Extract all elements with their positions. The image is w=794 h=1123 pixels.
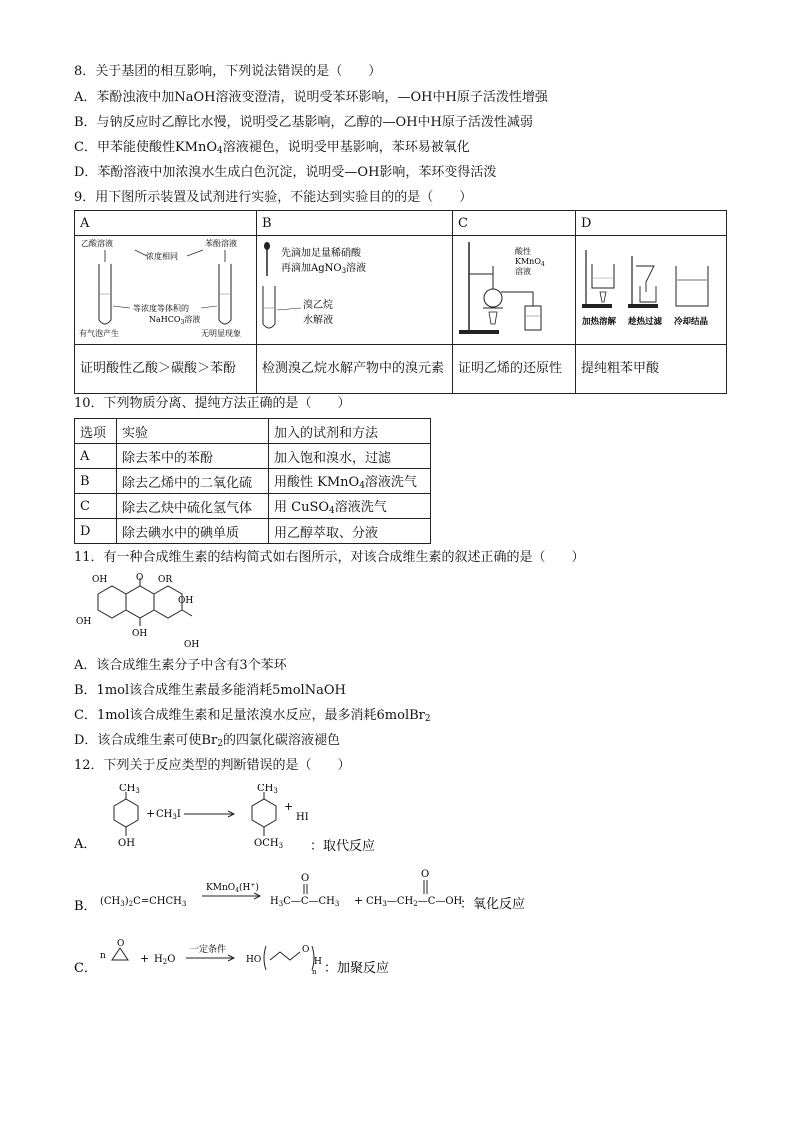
q10-stem: 10．下列物质分离、提纯方法正确的是（ ）: [74, 396, 351, 411]
q8-option-d: D．苯酚溶液中加浓溴水生成白色沉淀，说明受—OH影响，苯环变得活泼: [74, 165, 497, 180]
q10-row-a-option: A: [75, 444, 117, 469]
q10-header-row: [75, 419, 431, 444]
q10-header-option: 选项: [75, 419, 117, 444]
q12-c-n-sub: n: [312, 968, 317, 976]
q12-c-condition: 一定条件: [190, 945, 227, 955]
q9-description-row: [75, 345, 727, 394]
figa-right-observation: 无明显现象: [201, 329, 241, 338]
q10-header-experiment: 实验: [117, 419, 269, 444]
q9-figure-a: [75, 236, 257, 345]
figc-label2: KMnO$_4$: [515, 257, 545, 268]
q12-b-product2: $CH_3—CH_2—C—OH$: [366, 896, 463, 908]
q12-b-type: ：氧化反应: [460, 897, 526, 912]
figb-label2: 水解液: [303, 315, 333, 326]
figa-phenol-label: 苯酚溶液: [205, 239, 237, 248]
q10-table: [74, 418, 431, 544]
q10-row-a-method: 加入饱和溴水，过滤: [269, 444, 431, 469]
q11-or-label: OR: [158, 575, 173, 585]
q8-stem: 8．关于基团的相互影响，下列说法错误的是（ ）: [74, 64, 382, 79]
q12-a-plus1: +: [146, 807, 156, 820]
q8-option-c: C．甲苯能使酸性KMnO$_4$溶液褪色，说明受甲基影响，苯环易被氧化: [74, 140, 470, 156]
q11-oh-ring: OH: [178, 596, 194, 606]
figa-left-observation: 有气泡产生: [79, 329, 119, 338]
table-row: [75, 519, 431, 544]
q9-header-b: B: [257, 211, 453, 236]
q12-c-epoxide-o: O: [117, 939, 125, 949]
q10-row-d-option: D: [75, 519, 117, 544]
q12-b-o1: O: [301, 873, 310, 884]
table-row: [75, 469, 431, 494]
q10-header-method: 加入的试剂和方法: [269, 419, 431, 444]
q9-stem: 9．用下图所示装置及试剂进行实验，不能达到实验目的的是（ ）: [74, 190, 473, 205]
q10-row-d-experiment: 除去碘水中的碘单质: [117, 519, 269, 544]
q12-a-plus2: +: [284, 800, 294, 813]
q10-row-c-option: C: [75, 494, 117, 519]
q10-row-a-experiment: 除去苯中的苯酚: [117, 444, 269, 469]
figd-step1: 加热溶解: [582, 317, 617, 327]
q12-b-condition: KMnO$_4$(H+): [206, 882, 259, 894]
q11-structure: [74, 572, 214, 654]
q11-option-a: A．该合成维生素分子中含有3个苯环: [74, 658, 287, 673]
q11-option-d: D．该合成维生素可使$Br_2$的四氯化碳溶液褪色: [74, 733, 340, 749]
q10-row-d-method: 用乙醇萃取、分液: [269, 519, 431, 544]
q11-option-b: B．1mol该合成维生素最多能消耗5molNaOH: [74, 683, 346, 698]
figd-step2: 趁热过滤: [628, 317, 663, 327]
q12-c-letter: C．: [74, 961, 97, 976]
q11-oh-right: OH: [184, 640, 200, 650]
q12-a-letter: A．: [74, 837, 97, 852]
figc-label1: 酸性: [515, 247, 531, 256]
q9-header-a: A: [75, 211, 257, 236]
q12-stem: 12．下列关于反应类型的判断错误的是（ ）: [74, 758, 351, 773]
q12-c-ho: HO: [246, 955, 262, 965]
q10-row-b-method: 用酸性 KMnO$_4$溶液洗气: [269, 469, 431, 494]
q9-desc-d: 提纯粗苯甲酸: [576, 345, 727, 394]
q12-a-oh: OH: [118, 838, 135, 849]
q10-row-c-method: 用 CuSO$_4$溶液洗气: [269, 494, 431, 519]
figb-label1: 溴乙烷: [303, 300, 333, 311]
figb-step1: 先滴加足量稀硝酸: [281, 248, 361, 259]
q12-reaction-a: [74, 784, 404, 864]
q9-figure-b: [257, 236, 453, 345]
table-row: [75, 494, 431, 519]
q11-oh-left: OH: [76, 617, 92, 627]
figb-step2: 再滴加AgNO$_3$溶液: [281, 263, 367, 275]
q12-a-ch3: $CH_3$: [119, 784, 140, 795]
q12-b-reactant: $(CH_3)_2C=CHCH_3$: [100, 896, 187, 908]
q9-header-c: C: [453, 211, 576, 236]
q11-oh-top: OH: [92, 575, 108, 585]
figa-same-conc: 浓度相同: [146, 252, 178, 261]
q9-table: [74, 210, 727, 394]
q12-b-letter: B．: [74, 899, 97, 914]
q9-figure-c: [453, 236, 576, 345]
figa-acetic-label: 乙酸溶液: [81, 239, 113, 248]
q12-b-product1: $H_3C—C—CH_3$: [270, 896, 340, 908]
q9-desc-b: 检测溴乙烷水解产物中的溴元素: [257, 345, 453, 394]
q11-oh-bottom: OH: [132, 629, 148, 639]
q8-option-b: B．与钠反应时乙醇比水慢，说明受乙基影响，乙醇的—OH中H原子活泼性减弱: [74, 115, 533, 130]
q12-reaction-b: [74, 868, 594, 916]
q12-b-o2: O: [421, 869, 430, 880]
q12-c-o: O: [302, 945, 310, 955]
q9-header-row: [75, 211, 727, 236]
q12-a-hi: HI: [296, 812, 309, 823]
q12-c-plus: +: [140, 952, 150, 965]
q12-a-reagent: $CH_3I$: [156, 809, 181, 821]
q11-stem: 11．有一种合成维生素的结构简式如右图所示，对该合成维生素的叙述正确的是（ ）: [74, 550, 585, 565]
q10-row-b-experiment: 除去乙烯中的二氧化硫: [117, 469, 269, 494]
figa-solution-line1: 等浓度等体积的: [133, 304, 189, 313]
q9-figure-d: [576, 236, 727, 345]
q12-reaction-c: [74, 930, 474, 978]
q12-a-och3: $OCH_3$: [254, 838, 284, 850]
table-row: [75, 444, 431, 469]
q9-desc-c: 证明乙烯的还原性: [453, 345, 576, 394]
q8-option-a: A．苯酚浊液中加NaOH溶液变澄清，说明受苯环影响，—OH中H原子活泼性增强: [74, 90, 548, 105]
q12-a-product-ch3: $CH_3$: [257, 784, 278, 795]
figa-solution-line2: NaHCO$_3$溶液: [149, 315, 201, 326]
q12-b-plus: +: [354, 894, 364, 907]
q12-c-water: $H_2O$: [154, 954, 176, 966]
q10-row-b-option: B: [75, 469, 117, 494]
q11-o-label: O: [136, 573, 144, 583]
figc-label3: 溶液: [515, 267, 531, 276]
q10-row-c-experiment: 除去乙炔中硫化氢气体: [117, 494, 269, 519]
q12-c-n: n: [100, 951, 106, 961]
q12-c-h: H: [314, 957, 322, 967]
q12-a-type: ：取代反应: [310, 839, 376, 854]
q9-header-d: D: [576, 211, 727, 236]
q9-figure-row: [75, 236, 727, 345]
q12-c-type: ：加聚反应: [324, 961, 390, 976]
figd-step3: 冷却结晶: [674, 317, 709, 327]
q11-option-c: C．1mol该合成维生素和足量浓溴水反应，最多消耗6molBr$_2$: [74, 708, 431, 724]
q9-desc-a: 证明酸性乙酸＞碳酸＞苯酚: [75, 345, 257, 394]
